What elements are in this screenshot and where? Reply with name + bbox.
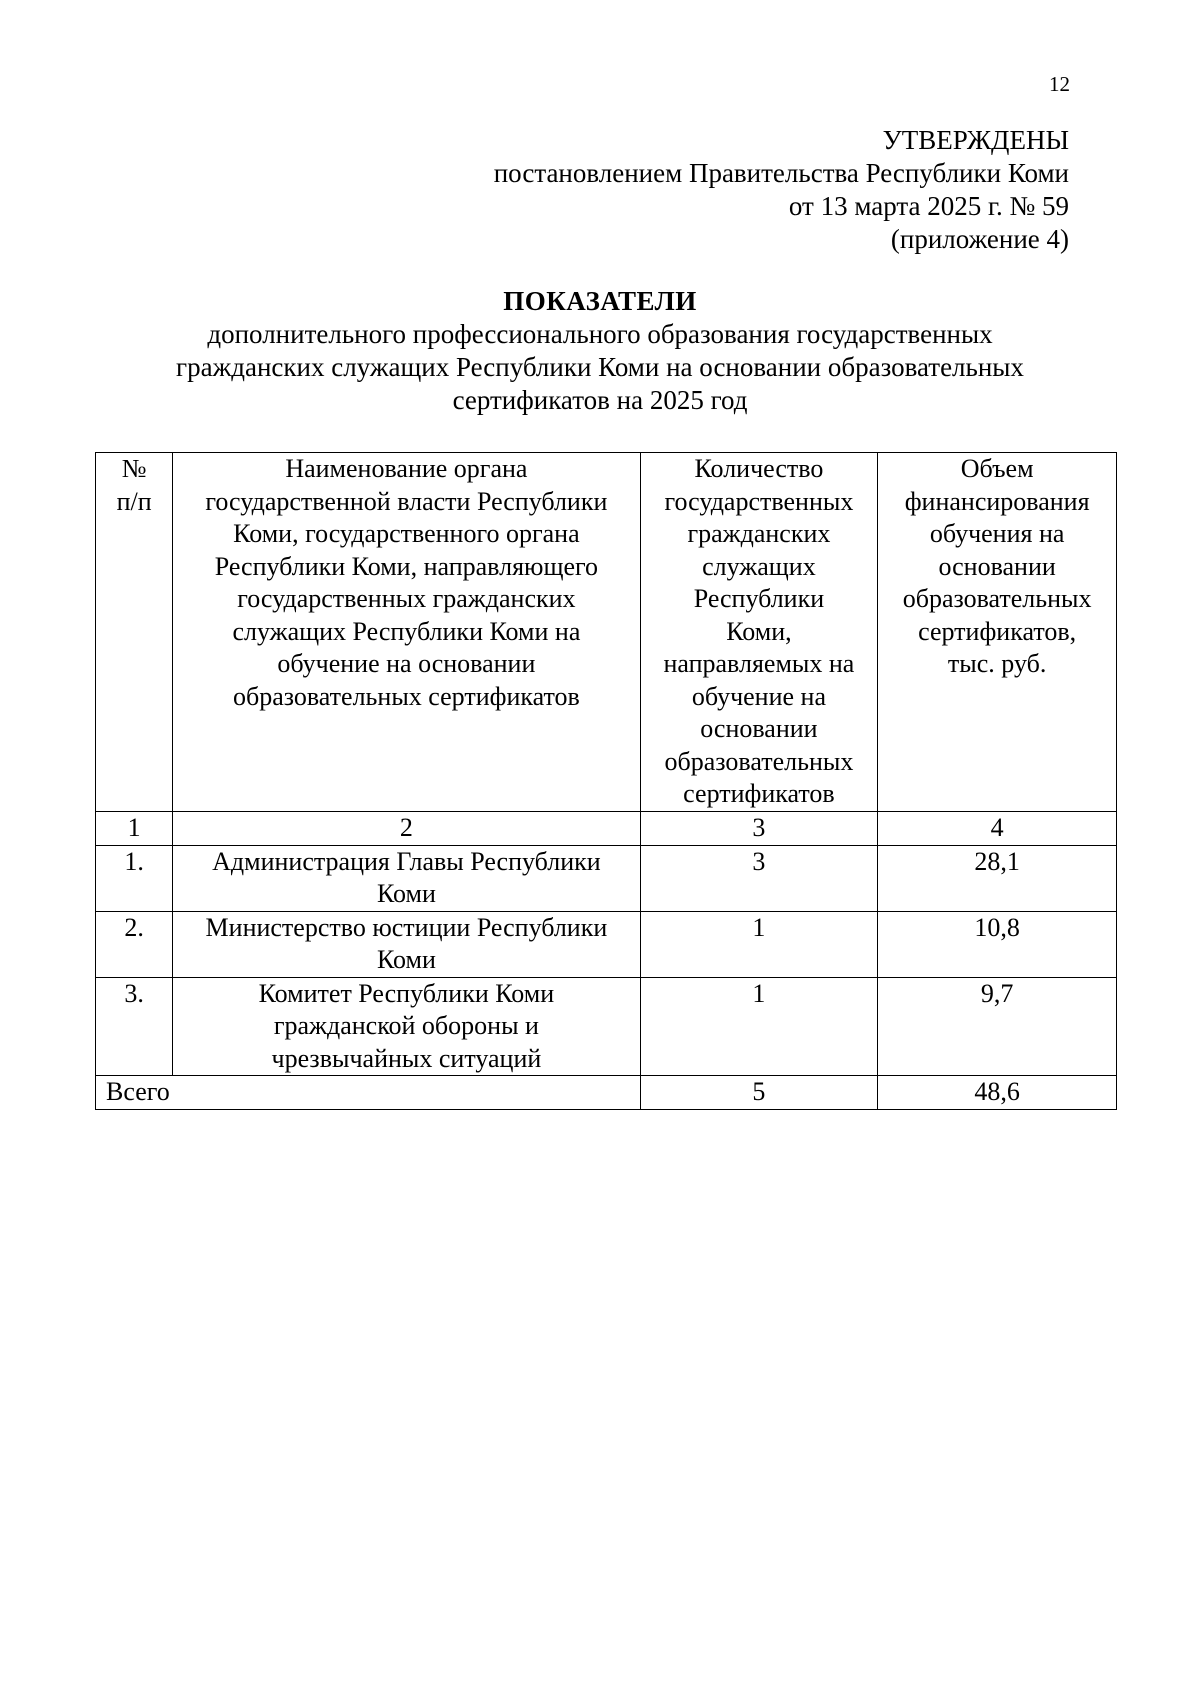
row-number: 3. xyxy=(96,977,173,1076)
employee-count: 1 xyxy=(640,911,878,977)
table-row xyxy=(96,977,1117,1076)
total-funding-amount: 48,6 xyxy=(878,1076,1117,1110)
header-employee-count: Количество государственных гражданских служащих Республики Коми, направляемых на обучение на основании образовательных сертификатов xyxy=(640,453,878,812)
approval-decree: постановлением Правительства Республики Коми xyxy=(493,158,1069,188)
total-label: Всего xyxy=(96,1076,641,1110)
column-index: 4 xyxy=(878,812,1117,846)
page-number: 12 xyxy=(1049,72,1070,96)
total-employee-count: 5 xyxy=(640,1076,878,1110)
organ-name: Министерство юстиции Республики Коми xyxy=(173,911,640,977)
column-index: 1 xyxy=(96,812,173,846)
document-title: ПОКАЗАТЕЛИ xyxy=(503,286,697,316)
header-funding-amount: Объем финансирования обучения на основании образовательных сертификатов, тыс. руб. xyxy=(878,453,1117,812)
employee-count: 3 xyxy=(640,845,878,911)
header-number: № п/п xyxy=(96,453,173,812)
table-row xyxy=(96,911,1117,977)
indicators-table xyxy=(95,452,1117,1110)
column-index: 2 xyxy=(173,812,640,846)
approval-date: от 13 марта 2025 г. № 59 xyxy=(788,191,1069,221)
column-index: 3 xyxy=(640,812,878,846)
approval-appendix: (приложение 4) xyxy=(890,224,1069,254)
document-title-block xyxy=(110,285,1090,417)
total-row xyxy=(96,1076,1117,1110)
table-row xyxy=(96,845,1117,911)
funding-amount: 9,7 xyxy=(878,977,1117,1076)
column-index-row xyxy=(96,812,1117,846)
approval-stamp xyxy=(494,124,1069,256)
organ-name: Администрация Главы Республики Коми xyxy=(173,845,640,911)
organ-name: Комитет Республики Коми гражданской обороны и чрезвычайных ситуаций xyxy=(173,977,640,1076)
row-number: 1. xyxy=(96,845,173,911)
employee-count: 1 xyxy=(640,977,878,1076)
row-number: 2. xyxy=(96,911,173,977)
funding-amount: 10,8 xyxy=(878,911,1117,977)
document-subtitle: дополнительного профессионального образования государственных гражданских служащих Республики Коми на основании образовательных сертификатов на 2025 год xyxy=(176,319,1024,415)
approval-title: УТВЕРЖДЕНЫ xyxy=(882,125,1069,155)
table-header-row xyxy=(96,453,1117,812)
header-organ-name: Наименование органа государственной власти Республики Коми, государственного органа Республики Коми, направляющего государственных гражданских служащих Республики Коми на обучение на основании образовательных сертификатов xyxy=(173,453,640,812)
funding-amount: 28,1 xyxy=(878,845,1117,911)
